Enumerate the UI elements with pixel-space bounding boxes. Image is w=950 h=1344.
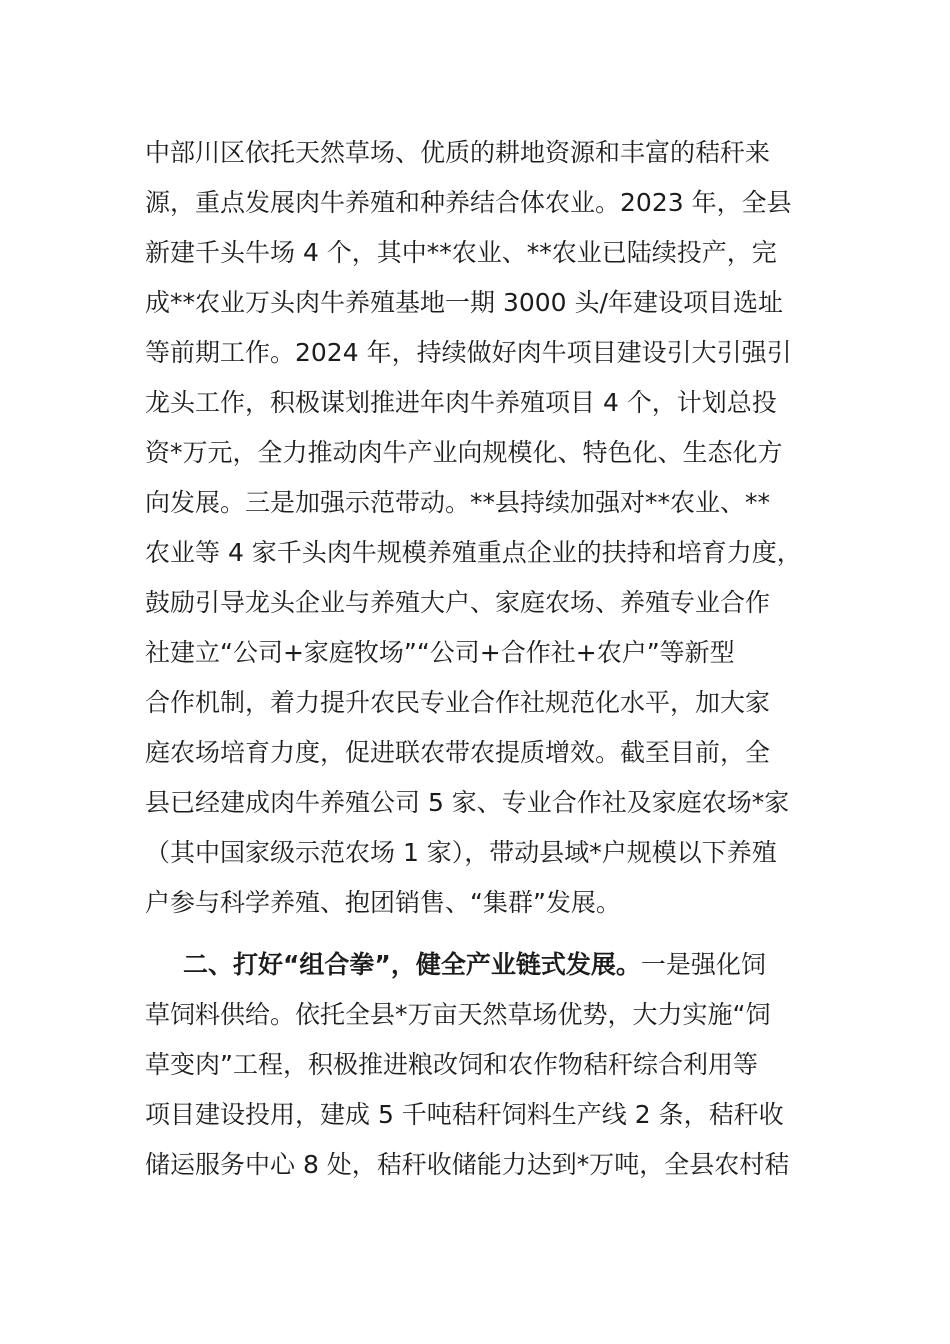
text-line: 中部川区依托天然草场、优质的耕地资源和丰富的秸秆来 xyxy=(145,138,771,167)
text-line: 向发展。三是加强示范带动。**县持续加强对**农业、** xyxy=(145,488,771,517)
text-line: 草饲料供给。依托全县*万亩天然草场优势，大力实施“饲 xyxy=(145,1000,771,1029)
text-line: 储运服务中心 8 处，秸秆收储能力达到*万吨，全县农村秸 xyxy=(145,1150,790,1179)
text-line: 成**农业万头肉牛养殖基地一期 3000 头/年建设项目选址 xyxy=(145,288,783,317)
text-line: 资*万元，全力推动肉牛产业向规模化、特色化、生态化方 xyxy=(145,438,783,467)
heading-continuation: 一是强化饲 xyxy=(640,950,766,979)
text-line: 社建立“公司+家庭牧场”“公司+合作社+农户”等新型 xyxy=(145,638,735,667)
section-heading: 二、打好“组合拳”，健全产业链式发展。 xyxy=(183,950,641,979)
text-line: （其中国家级示范农场 1 家），带动县域*户规模以下养殖 xyxy=(145,838,777,867)
paragraph-1 xyxy=(145,128,810,928)
text-line: 草变肉”工程，积极推进粮改饲和农作物秸秆综合利用等 xyxy=(145,1050,758,1079)
text-line: 鼓励引导龙头企业与养殖大户、家庭农场、养殖专业合作 xyxy=(145,588,771,617)
text-line: 等前期工作。2024 年，持续做好肉牛项目建设引大引强引 xyxy=(145,338,792,367)
text-line: 龙头工作，积极谋划推进年肉牛养殖项目 4 个，计划总投 xyxy=(145,388,777,417)
text-line: 户参与科学养殖、抱团销售、“集群”发展。 xyxy=(145,888,621,917)
text-line: 县已经建成肉牛养殖公司 5 家、专业合作社及家庭农场*家 xyxy=(145,788,790,817)
text-line: 源，重点发展肉牛养殖和种养结合体农业。2023 年，全县 xyxy=(145,188,792,217)
body-text xyxy=(145,128,810,1190)
text-line: 合作机制，着力提升农民专业合作社规范化水平，加大家 xyxy=(145,688,771,717)
text-line: 项目建设投用，建成 5 千吨秸秆饲料生产线 2 条，秸秆收 xyxy=(145,1100,784,1129)
text-line: 新建千头牛场 4 个，其中**农业、**农业已陆续投产，完 xyxy=(145,238,777,267)
text-line: 农业等 4 家千头肉牛规模养殖重点企业的扶持和培育力度， xyxy=(145,538,802,567)
text-line: 庭农场培育力度，促进联农带农提质增效。截至目前，全 xyxy=(145,738,771,767)
paragraph-2 xyxy=(145,940,810,1190)
text-line-first xyxy=(145,940,810,990)
